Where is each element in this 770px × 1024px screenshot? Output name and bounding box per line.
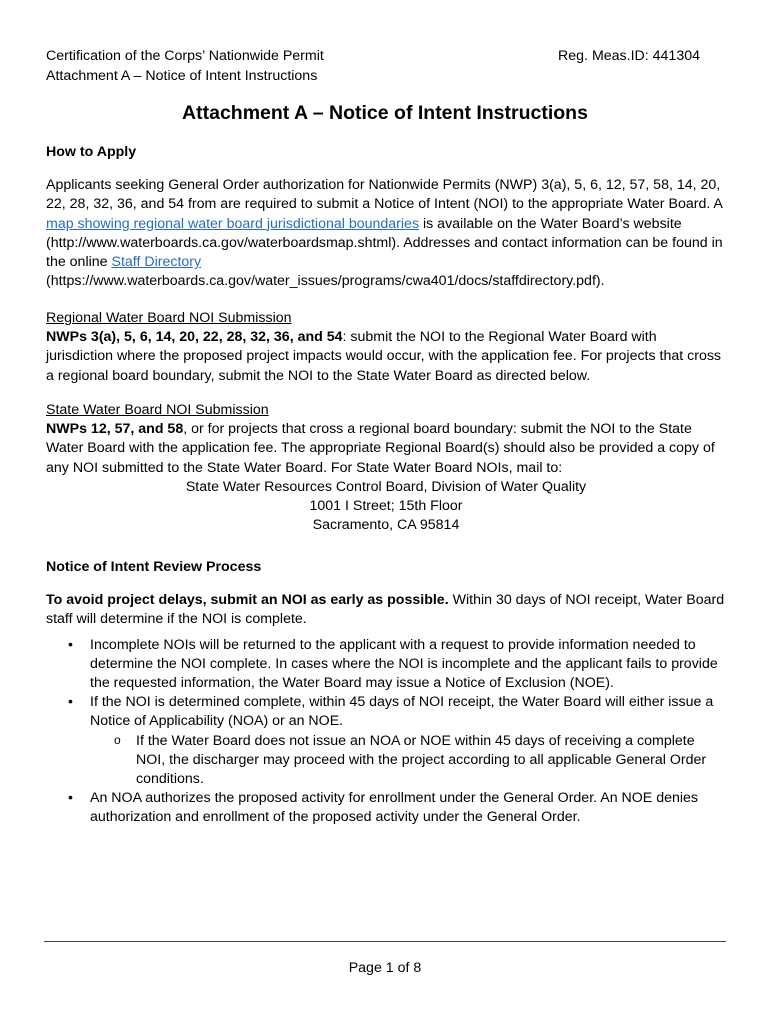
address-line: 1001 I Street; 15th Floor (309, 498, 463, 515)
sub-list-item: o If the Water Board does not issue an NOA or NOE within 45 days of receiving a complete NOI, the discharger may proceed with the project according to all applicable General Order conditions. (90, 732, 726, 790)
state-nwps: NWPs 12, 57, and 58 (46, 421, 184, 438)
regional-heading: Regional Water Board NOI Submission (46, 310, 292, 326)
how-to-apply-section (46, 143, 726, 291)
regional-paragraph (46, 328, 726, 386)
address-line: Sacramento, CA 95814 (312, 517, 460, 534)
footer-divider (44, 941, 726, 942)
state-text: , or for projects that cross a regional board boundary: submit the NOI to the State Water Board with the application fee. The appropriate Regional Board(s) should also be provided a copy of any NOI submitted to the State Water Board. For State Water Board NOIs, mail to: (46, 421, 715, 476)
paragraph-text: Applicants seeking General Order authorization for Nationwide Permits (NWP) 3(a), 5, 6, 12, 57, 58, 14, 20, 22, 28, 32, 36, and 54 from are required to submit a Notice of Intent (NOI) to the appropriate Water Board. A (46, 177, 723, 213)
mailing-address (46, 478, 726, 536)
review-heading: Notice of Intent Review Process (46, 559, 262, 575)
page-number: Page 1 of 8 (348, 960, 422, 976)
header-line-1: Certification of the Corps’ Nationwide Permit (46, 48, 324, 64)
staff-directory-link[interactable]: Staff Directory (111, 254, 202, 271)
map-boundaries-link[interactable]: map showing regional water board jurisdictional boundaries (46, 215, 420, 232)
reg-meas-id: Reg. Meas.ID: 441304 (558, 48, 700, 64)
review-bullet-list (46, 636, 726, 828)
list-item: • Incomplete NOIs will be returned to the applicant with a request to provide information needed to determine the NOI complete. In cases where the NOI is incomplete and the applicant fails to provide the requested information, the Water Board may issue a Notice of Exclusion (NOE). (46, 636, 726, 694)
list-item: • An NOA authorizes the proposed activity for enrollment under the General Order. An NOE denies authorization and enrollment of the proposed activity under the General Order. (46, 789, 726, 827)
review-paragraph (46, 591, 726, 629)
regional-submission-section (46, 309, 726, 386)
how-to-apply-paragraph (46, 176, 726, 291)
review-text: Within 30 days of NOI receipt, Water Board staff will determine if the NOI is complete. (46, 592, 725, 628)
sub-bullet-list (90, 732, 726, 790)
state-paragraph (46, 420, 726, 478)
regional-nwps: NWPs 3(a), 5, 6, 14, 20, 22, 28, 32, 36, and 54 (46, 329, 343, 346)
state-heading: State Water Board NOI Submission (46, 402, 269, 418)
list-item (46, 693, 726, 789)
review-process-section (46, 558, 726, 828)
review-emphasis: To avoid project delays, submit an NOI as early as possible. (46, 592, 449, 609)
state-submission-section (46, 401, 726, 535)
how-to-apply-heading: How to Apply (46, 144, 137, 160)
running-header (46, 47, 700, 86)
paragraph-text: (https://www.waterboards.ca.gov/water_issues/programs/cwa401/docs/staffdirectory.pdf). (46, 273, 605, 290)
regional-text: : submit the NOI to the Regional Water Board with jurisdiction where the proposed project impacts would occur, with the application fee. For projects that cross a regional board boundary, submit the NOI to the State Water Board as directed below. (46, 329, 722, 384)
page-title: Attachment A – Notice of Intent Instructions (182, 102, 588, 124)
list-item-text: If the NOI is determined complete, within 45 days of NOI receipt, the Water Board will either issue a Notice of Applicability (NOA) or an NOE. (90, 694, 714, 730)
header-line-2: Attachment A – Notice of Intent Instructions (46, 67, 318, 84)
address-line: State Water Resources Control Board, Division of Water Quality (185, 478, 587, 495)
paragraph-text: is available on the Water Board’s website (http://www.waterboards.ca.gov/waterboardsmap.shtml). Addresses and contact information can be found in the online (46, 215, 723, 271)
